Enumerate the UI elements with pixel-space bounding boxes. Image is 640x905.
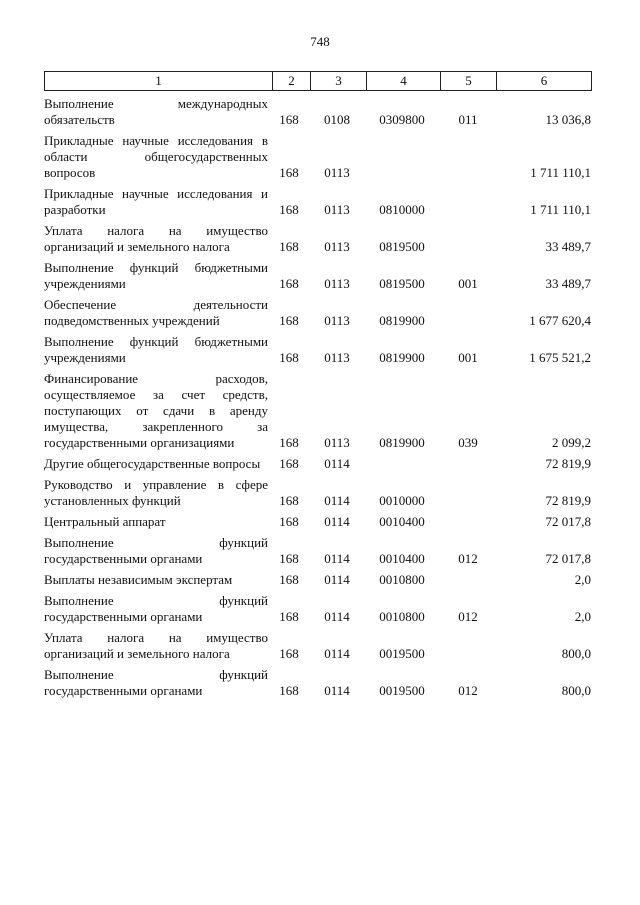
budget-rows [44,96,591,704]
table-row [44,535,591,567]
row-code-target: 0819500 [379,239,425,254]
table-row [44,630,591,662]
row-code-section: 0114 [324,609,350,624]
row-code-section: 0114 [324,683,350,698]
row-code-section: 0114 [324,551,350,566]
row-code-type: 039 [458,435,478,450]
row-code-ministry: 168 [279,202,299,217]
row-code-target: 0010800 [379,572,425,587]
column-header-6: 6 [497,72,592,91]
row-amount: 1 675 521,2 [529,350,591,365]
row-amount: 1 677 620,4 [529,313,591,328]
row-code-ministry: 168 [279,456,299,471]
table-row [44,371,591,451]
column-header-row [45,72,592,91]
row-code-target: 0019500 [379,683,425,698]
row-amount: 72 017,8 [545,551,591,566]
row-code-type: 011 [458,112,478,127]
row-description: Выполнение функций государственными органами [44,667,268,698]
row-code-type: 001 [458,276,478,291]
row-code-type: 012 [458,609,478,624]
row-code-section: 0114 [324,456,350,471]
row-amount: 800,0 [561,646,591,661]
row-code-target: 0819900 [379,313,425,328]
row-code-section: 0113 [324,165,350,180]
row-code-section: 0113 [324,435,350,450]
row-code-type: 001 [458,350,478,365]
row-description: Выполнение международных обязательств [44,96,268,127]
row-code-type: 012 [458,551,478,566]
column-header-1: 1 [45,72,273,91]
row-code-type: 012 [458,683,478,698]
row-code-ministry: 168 [279,646,299,661]
row-amount: 2,0 [574,609,591,624]
column-header-5: 5 [441,72,497,91]
row-code-ministry: 168 [279,683,299,698]
row-description: Прикладные научные исследования в области общегосударственных вопросов [44,133,268,180]
row-code-section: 0114 [324,572,350,587]
column-header-3: 3 [311,72,367,91]
table-row [44,96,591,128]
column-header-table [44,71,592,91]
row-amount: 800,0 [561,683,591,698]
row-amount: 72 819,9 [545,456,591,471]
row-code-ministry: 168 [279,514,299,529]
row-amount: 33 489,7 [545,239,591,254]
row-code-ministry: 168 [279,313,299,328]
table-row [44,667,591,699]
row-amount: 33 489,7 [545,276,591,291]
row-code-section: 0113 [324,313,350,328]
row-amount: 2 099,2 [552,435,591,450]
row-code-target: 0010800 [379,609,425,624]
column-header-2: 2 [273,72,311,91]
row-description: Центральный аппарат [44,514,166,529]
row-description: Другие общегосударственные вопросы [44,456,261,471]
row-code-target: 0819900 [379,435,425,450]
table-row [44,572,591,588]
row-code-ministry: 168 [279,276,299,291]
row-amount: 2,0 [574,572,591,587]
column-header-4: 4 [367,72,441,91]
row-description: Уплата налога на имущество организаций и земельного налога [44,630,268,661]
table-row [44,477,591,509]
row-code-section: 0114 [324,646,350,661]
row-code-target: 0010400 [379,551,425,566]
table-row [44,456,591,472]
row-code-target: 0010400 [379,514,425,529]
row-description: Финансирование расходов, осуществляемое за счет средств, поступающих от сдачи в аренду имущества, закрепленного за государственными организациями [44,371,268,450]
row-code-section: 0114 [324,493,350,508]
table-row [44,223,591,255]
row-description: Прикладные научные исследования и разработки [44,186,268,217]
row-description: Выполнение функций бюджетными учреждениями [44,260,268,291]
row-code-ministry: 168 [279,493,299,508]
row-code-section: 0113 [324,239,350,254]
row-description: Обеспечение деятельности подведомственных учреждений [44,297,268,328]
row-code-section: 0114 [324,514,350,529]
row-description: Выполнение функций государственными органами [44,535,268,566]
table-row [44,133,591,181]
row-amount: 72 017,8 [545,514,591,529]
row-amount: 1 711 110,1 [530,202,591,217]
row-code-target: 0019500 [379,646,425,661]
row-amount: 13 036,8 [545,112,591,127]
row-code-target: 0819900 [379,350,425,365]
table-row [44,334,591,366]
row-code-section: 0113 [324,276,350,291]
row-description: Уплата налога на имущество организаций и земельного налога [44,223,268,254]
row-description: Выполнение функций государственными органами [44,593,268,624]
row-code-section: 0108 [324,112,350,127]
row-code-ministry: 168 [279,572,299,587]
row-code-target: 0810000 [379,202,425,217]
table-row [44,260,591,292]
row-code-ministry: 168 [279,239,299,254]
row-amount: 1 711 110,1 [530,165,591,180]
page-number: 748 [310,34,330,49]
table-row [44,186,591,218]
row-description: Выплаты независимым экспертам [44,572,233,587]
row-code-target: 0010000 [379,493,425,508]
row-code-ministry: 168 [279,350,299,365]
row-code-ministry: 168 [279,609,299,624]
row-code-target: 0819500 [379,276,425,291]
row-description: Руководство и управление в сфере установленных функций [44,477,268,508]
table-row [44,297,591,329]
row-amount: 72 819,9 [545,493,591,508]
row-code-ministry: 168 [279,551,299,566]
row-code-ministry: 168 [279,435,299,450]
row-description: Выполнение функций бюджетными учреждениями [44,334,268,365]
row-code-ministry: 168 [279,165,299,180]
row-code-section: 0113 [324,350,350,365]
table-row [44,593,591,625]
row-code-ministry: 168 [279,112,299,127]
row-code-target: 0309800 [379,112,425,127]
row-code-section: 0113 [324,202,350,217]
table-row [44,514,591,530]
